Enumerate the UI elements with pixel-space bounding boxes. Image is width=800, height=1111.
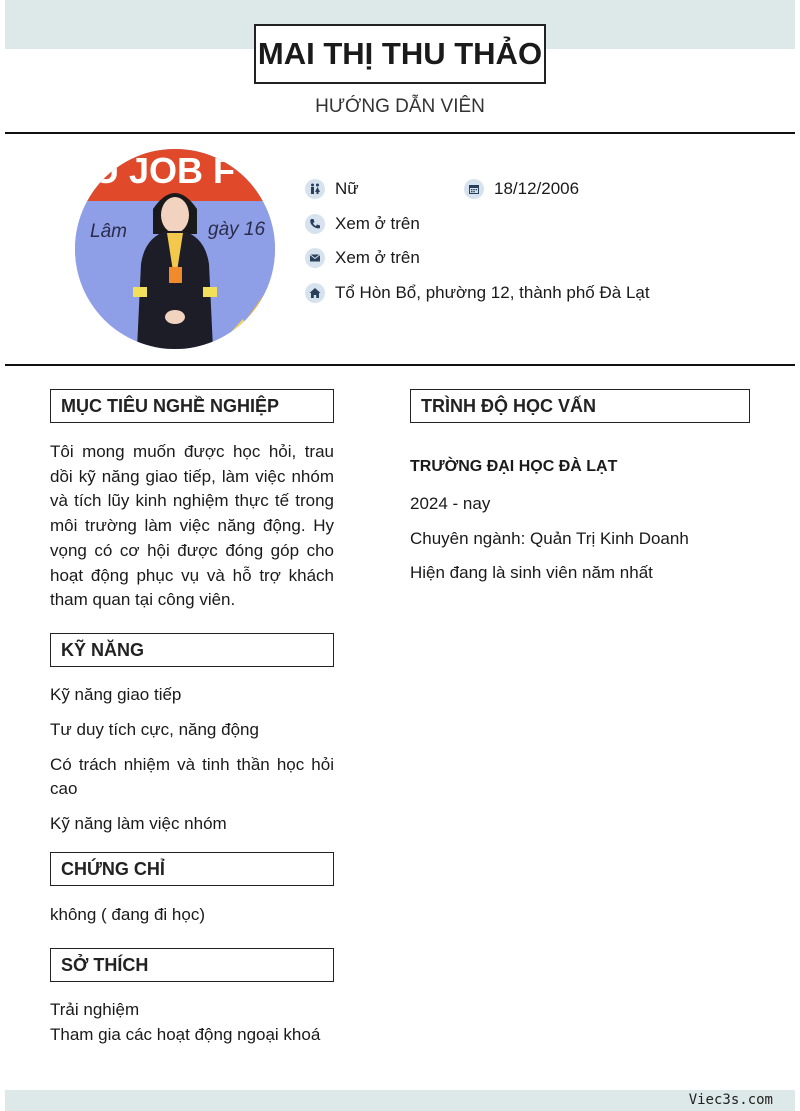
contact-phone <box>305 214 420 234</box>
contact-address <box>305 283 650 303</box>
objective-heading: MỤC TIÊU NGHỀ NGHIỆP <box>50 389 334 423</box>
gender-icon <box>305 179 325 199</box>
objective-text: Tôi mong muốn được học hỏi, trau dồi kỹ năng giao tiếp, làm việc nhóm và tích lũy kinh nghiệm thực tế trong môi trường làm việc năng động. Hy vọng có cơ hội được đóng góp cho hoạt động phục vụ và hỗ trợ khách tham quan tại công viên. <box>50 442 334 610</box>
mail-icon <box>305 248 325 268</box>
divider-top <box>5 132 795 134</box>
hobby-item: Trải nghiệm <box>50 1000 140 1019</box>
education-major: Chuyên ngành: Quản Trị Kinh Doanh <box>410 529 689 548</box>
education-heading: TRÌNH ĐỘ HỌC VẤN <box>410 389 750 423</box>
email-value: Xem ở trên <box>335 248 420 267</box>
address-value: Tổ Hòn Bổ, phường 12, thành phố Đà Lạt <box>335 283 650 302</box>
skill-item: Có trách nhiệm và tinh thần học hỏi cao <box>50 755 334 798</box>
education-note: Hiện đang là sinh viên năm nhất <box>410 563 653 582</box>
birthday-value: 18/12/2006 <box>494 179 580 198</box>
candidate-name: MAI THỊ THU THẢO <box>254 24 546 84</box>
divider-middle <box>5 364 795 366</box>
photo-sign-right: gày 16 <box>208 219 266 240</box>
hobbies-heading: SỞ THÍCH <box>50 948 334 982</box>
photo-sign-middle: Lâm <box>90 221 127 242</box>
gender-value: Nữ <box>335 179 359 198</box>
phone-icon <box>305 214 325 234</box>
contact-email <box>305 248 420 268</box>
footer-brand: Viec3s.com <box>688 1092 773 1108</box>
footer-band <box>5 1090 795 1111</box>
contact-gender <box>305 179 359 199</box>
certificates-heading: CHỨNG CHỈ <box>50 852 334 886</box>
job-title: HƯỚNG DẪN VIÊN <box>315 96 485 117</box>
hobby-item: Tham gia các hoạt động ngoại khoá <box>50 1025 321 1044</box>
phone-value: Xem ở trên <box>335 214 420 233</box>
avatar <box>75 149 275 349</box>
certificates-text: không ( đang đi học) <box>50 905 205 924</box>
skill-item: Kỹ năng giao tiếp <box>50 685 182 704</box>
skills-heading: KỸ NĂNG <box>50 633 334 667</box>
skill-item: Tư duy tích cực, năng động <box>50 720 259 739</box>
skill-item: Kỹ năng làm việc nhóm <box>50 814 227 833</box>
contact-birthday <box>464 179 579 199</box>
home-icon <box>305 283 325 303</box>
school-name: TRƯỜNG ĐẠI HỌC ĐÀ LẠT <box>410 458 618 475</box>
education-period: 2024 - nay <box>410 494 491 513</box>
calendar-icon <box>464 179 484 199</box>
photo-sign-top: U JOB F <box>93 150 236 191</box>
